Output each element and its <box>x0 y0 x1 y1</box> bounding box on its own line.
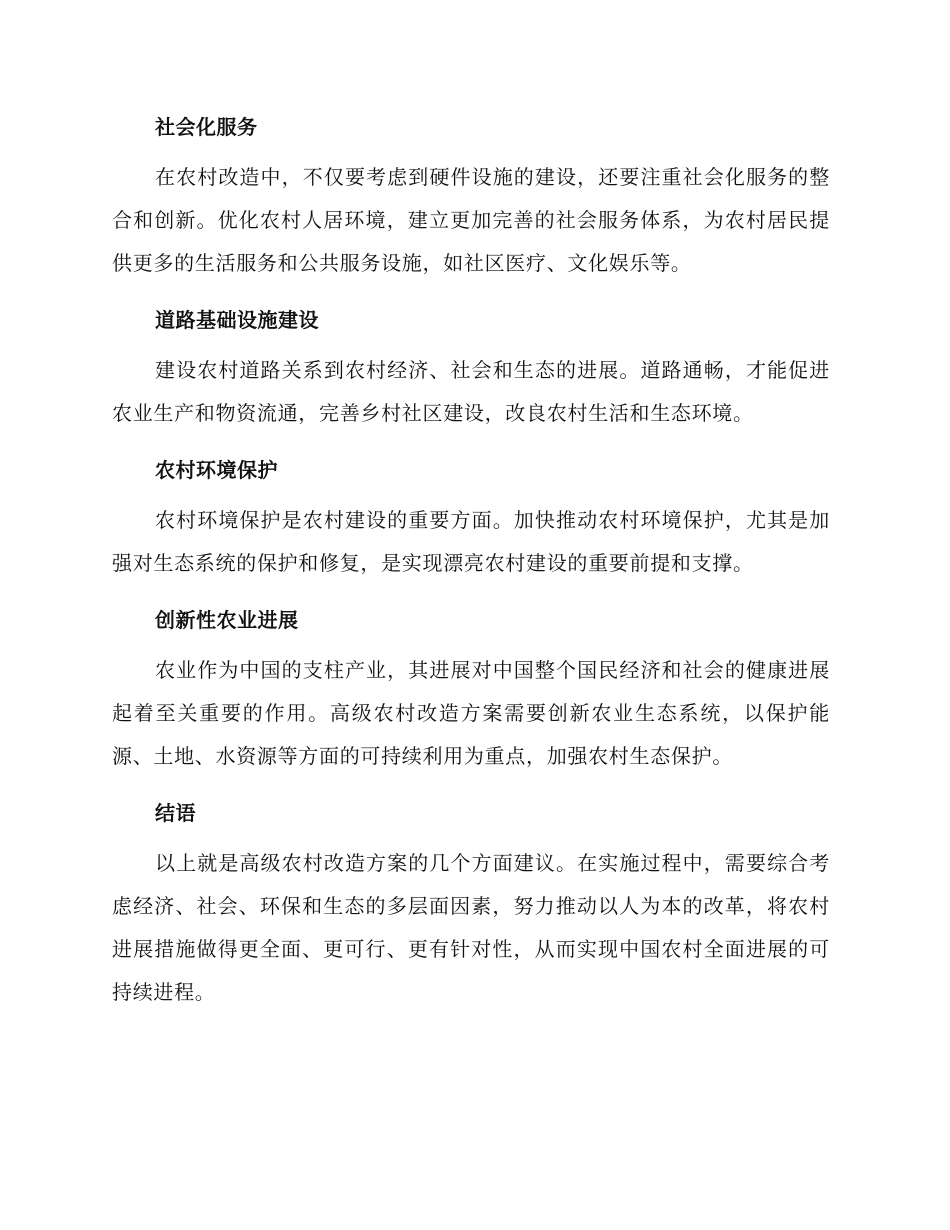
section-heading: 社会化服务 <box>155 115 258 139</box>
section-road-infrastructure <box>112 299 830 435</box>
section-conclusion <box>112 792 830 1014</box>
section-heading: 农村环境保护 <box>155 458 278 482</box>
section-innovative-agriculture <box>112 599 830 778</box>
document-body <box>112 106 830 1028</box>
section-heading: 道路基础设施建设 <box>155 308 319 332</box>
section-paragraph: 建设农村道路关系到农村经济、社会和生态的进展。道路通畅，才能促进农业生产和物资流通，完善乡村社区建设，改良农村生活和生态环境。 <box>112 358 830 425</box>
section-paragraph: 农村环境保护是农村建设的重要方面。加快推动农村环境保护，尤其是加强对生态系统的保护和修复，是实现漂亮农村建设的重要前提和支撑。 <box>112 508 830 575</box>
section-heading: 创新性农业进展 <box>155 608 299 632</box>
section-heading: 结语 <box>155 801 196 825</box>
section-rural-environment <box>112 449 830 585</box>
section-social-services <box>112 106 830 285</box>
section-paragraph: 以上就是高级农村改造方案的几个方面建议。在实施过程中，需要综合考虑经济、社会、环保和生态的多层面因素，努力推动以人为本的改革，将农村进展措施做得更全面、更可行、更有针对性，从而实现中国农村全面进展的可持续进程。 <box>112 851 830 1004</box>
section-paragraph: 农业作为中国的支柱产业，其进展对中国整个国民经济和社会的健康进展起着至关重要的作用。高级农村改造方案需要创新农业生态系统，以保护能源、土地、水资源等方面的可持续利用为重点，加强农村生态保护。 <box>112 658 830 768</box>
section-paragraph: 在农村改造中，不仅要考虑到硬件设施的建设，还要注重社会化服务的整合和创新。优化农村人居环境，建立更加完善的社会服务体系，为农村居民提供更多的生活服务和公共服务设施，如社区医疗、文化娱乐等。 <box>112 165 830 275</box>
